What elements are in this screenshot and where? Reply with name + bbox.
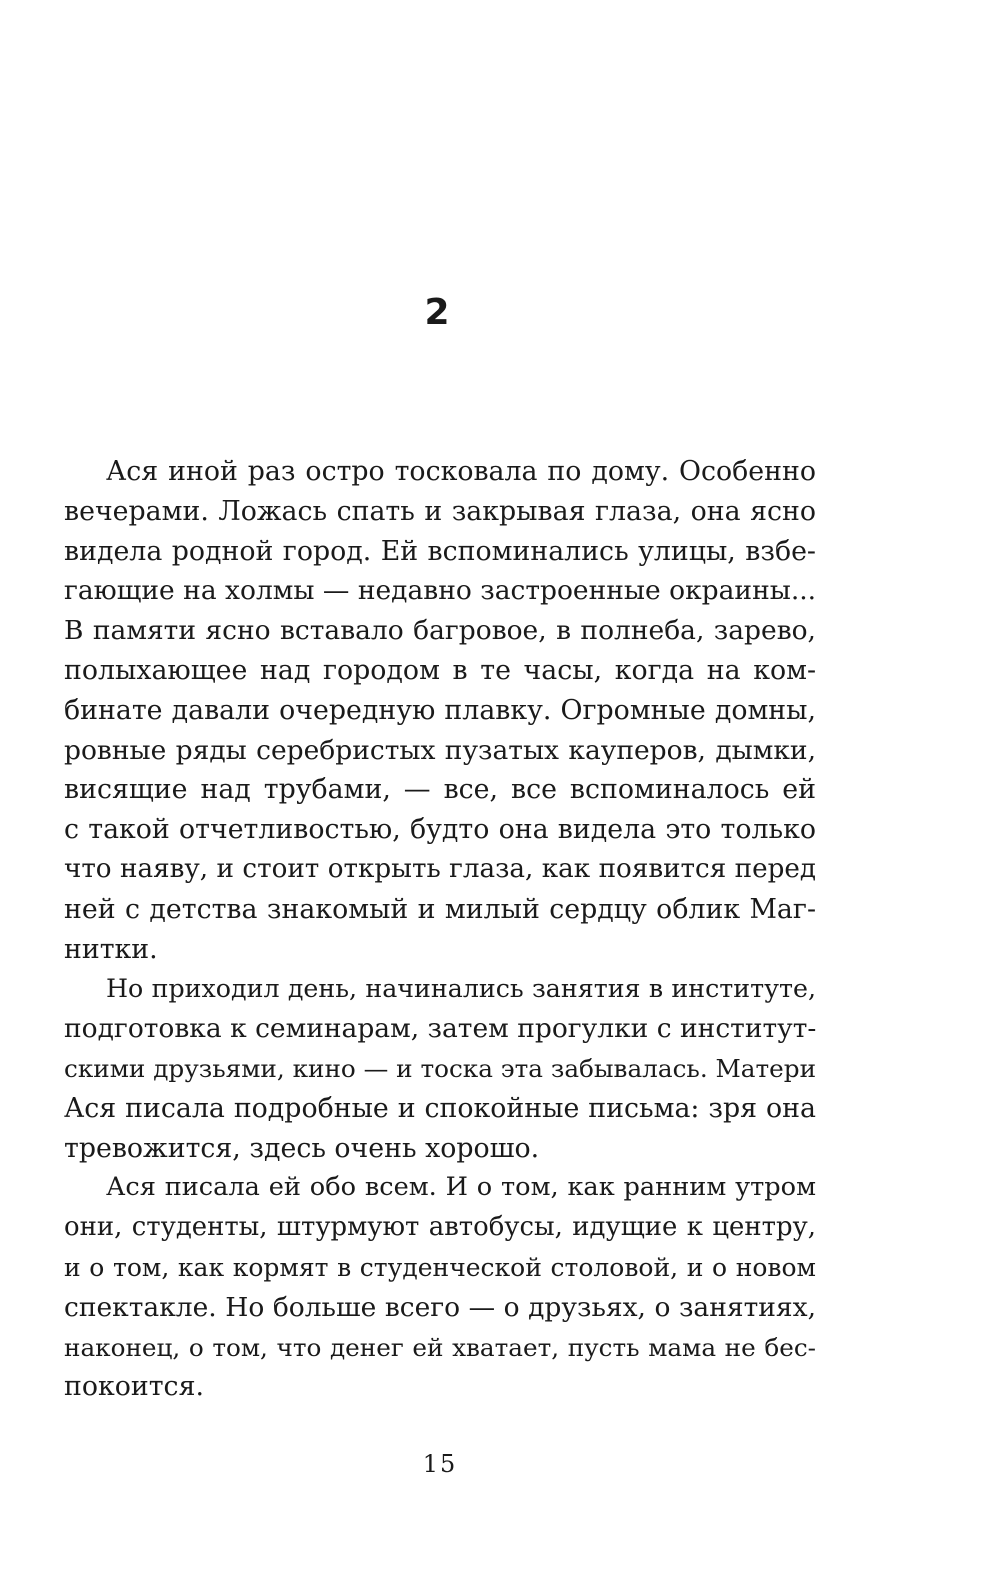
text-line: висящие над трубами, — все, все вспоминалось ей xyxy=(64,774,816,806)
text-line: полыхающее над городом в те часы, когда на ком- xyxy=(64,654,816,686)
body-text xyxy=(64,452,816,1407)
text-line: тревожится, здесь очень хорошо. xyxy=(64,1132,540,1164)
paragraph xyxy=(64,452,816,969)
text-line: В памяти ясно вставало багровое, в полнеба, зарево, xyxy=(64,615,816,647)
text-line: вечерами. Ложась спать и закрывая глаза, она ясно xyxy=(64,495,816,527)
paragraph xyxy=(64,1168,816,1407)
text-line: что наяву, и стоит открыть глаза, как появится перед xyxy=(64,853,816,884)
text-line: Но приходил день, начинались занятия в институте, xyxy=(106,974,816,1004)
text-line: с такой отчетливостью, будто она видела это только xyxy=(64,814,816,846)
text-line: Ася писала ей обо всем. И о том, как ранним утром xyxy=(106,1172,816,1203)
text-line: скими друзьями, кино — и тоска эта забывалась. Матери xyxy=(64,1053,817,1083)
text-line: нитки. xyxy=(64,933,158,965)
paragraph xyxy=(64,969,816,1168)
text-line: наконец, о том, что денег ей хватает, пусть мама не бес- xyxy=(64,1332,816,1362)
text-line: спектакле. Но больше всего — о друзьях, о занятиях, xyxy=(64,1291,816,1323)
text-line: Ася иной раз остро тосковала по дому. Особенно xyxy=(106,456,816,487)
text-line: они, студенты, штурмуют автобусы, идущие к центру, xyxy=(64,1212,816,1243)
text-line: ровные ряды серебристых пузатых кауперов, дымки, xyxy=(64,734,816,766)
text-line: Ася писала подробные и спокойные письма: зря она xyxy=(64,1092,816,1124)
text-line: гающие на холмы — недавно застроенные окраины... xyxy=(64,575,817,607)
text-line: подготовка к семинарам, затем прогулки с институт- xyxy=(64,1013,817,1045)
text-line: покоится. xyxy=(64,1371,204,1403)
text-line: бинате давали очередную плавку. Огромные домны, xyxy=(64,694,816,726)
text-line: видела родной город. Ей вспоминались улицы, взбе- xyxy=(64,535,816,567)
chapter-number: 2 xyxy=(424,292,450,333)
text-line: ней с детства знакомый и милый сердцу облик Маг- xyxy=(64,893,816,925)
text-line: и о том, как кормят в студенческой столовой, и о новом xyxy=(64,1252,816,1282)
page-number: 15 xyxy=(422,1450,458,1478)
